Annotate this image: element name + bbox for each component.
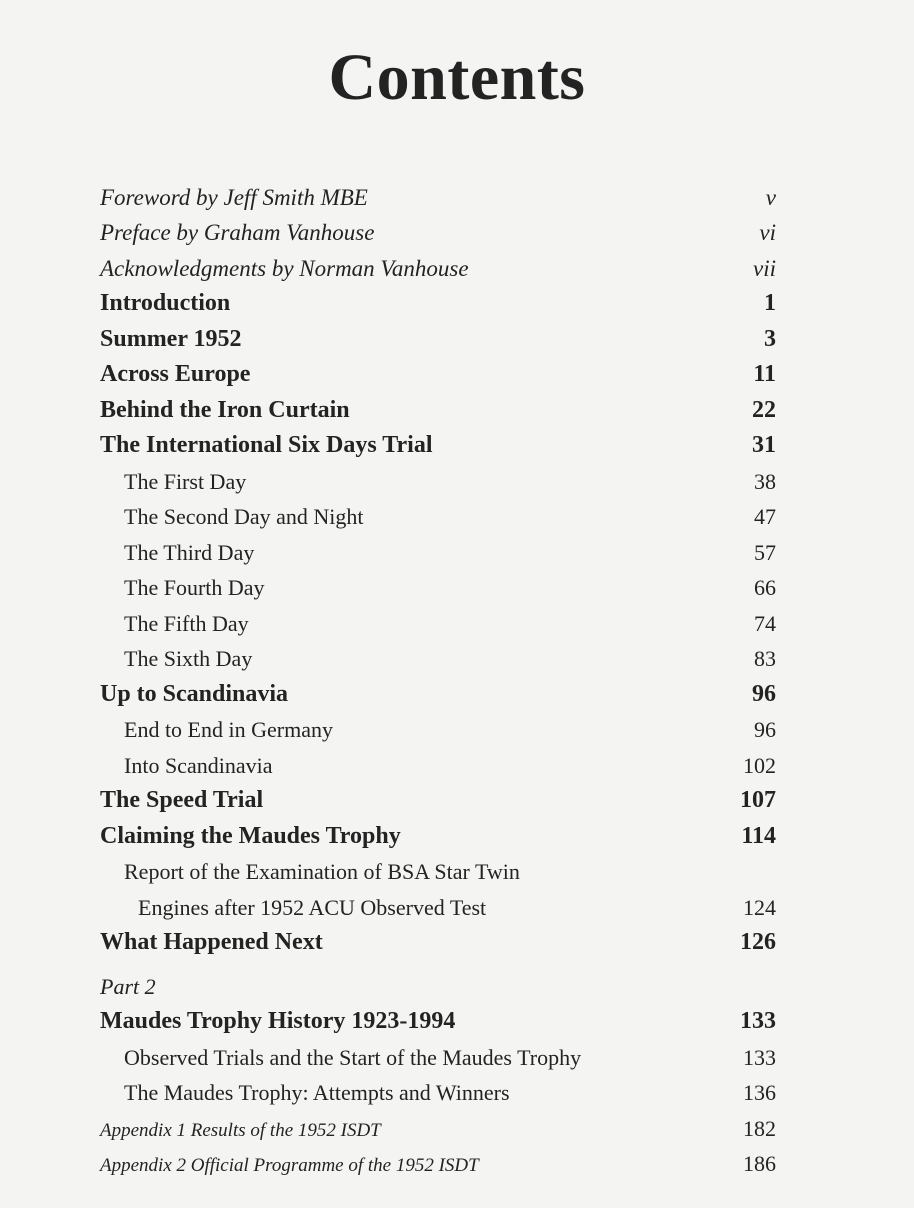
toc-entry-title: The Third Day [124,539,255,565]
section-spacer [100,959,776,967]
toc-part-heading [100,967,776,1003]
toc-entry-page: vii [753,255,776,281]
toc-entry-title: Introduction [100,290,231,316]
toc-entry-title: Report of the Examination of BSA Star Twin [124,859,520,884]
toc-entry-page: 11 [753,361,776,387]
toc-entry-page: 96 [754,717,776,742]
toc-entry-sixth-day [100,640,776,676]
toc-entry-title: Appendix 2 Official Programme of the 1952 ISDT [100,1155,479,1176]
toc-entry-appendix-2 [100,1145,776,1181]
toc-entry-title: Maudes Trophy History 1923-1994 [100,1008,456,1034]
toc-entry-page: 31 [752,432,776,458]
toc-entry-acknowledgments [100,249,776,285]
toc-entry-page: 133 [743,1044,776,1070]
toc-entry-page: 38 [754,468,776,494]
toc-entry-page: 22 [752,396,776,423]
toc-entry-introduction [100,285,776,321]
toc-entry-title: Up to Scandinavia [100,680,289,707]
toc-entry-claiming-trophy [100,817,776,853]
toc-entry-title: The Second Day and Night [124,504,364,529]
toc-entry-page: 96 [752,680,776,707]
toc-entry-title: What Happened Next [100,929,323,955]
toc-entry-title: The First Day [124,468,247,494]
toc-entry-page: 126 [740,929,776,955]
toc-entry-title: The Fifth Day [124,610,249,636]
toc-entry-into-scandinavia [100,746,776,782]
toc-entry-summer-1952 [100,320,776,356]
toc-entry-page: 83 [754,646,776,671]
toc-entry-title: Into Scandinavia [124,752,273,778]
toc-entry-second-day [100,498,776,534]
toc-entry-page: 107 [740,787,776,813]
toc-entry-title: Observed Trials and the Start of the Maudes Trophy [124,1044,582,1070]
toc-entry-page: 3 [764,325,776,352]
toc-entry-page: 57 [754,539,776,565]
toc-entry-title: Foreword by Jeff Smith MBE [100,184,368,210]
toc-entry-title: The Fourth Day [124,575,265,600]
toc-entry-title: Preface by Graham Vanhouse [100,220,375,245]
toc-entry-observed-trials [100,1038,776,1074]
toc-entry-speed-trial [100,782,776,818]
toc-entry-scandinavia [100,675,776,711]
toc-entry-iron-curtain [100,391,776,427]
toc-entry-title: Summer 1952 [100,325,242,352]
table-of-contents [100,178,776,1180]
toc-entry-six-days-trial [100,427,776,463]
toc-entry-what-happened-next [100,924,776,960]
toc-entry-appendix-1 [100,1109,776,1145]
toc-entry-page: 47 [754,504,776,529]
toc-entry-page: vi [759,220,776,245]
toc-entry-title: The Speed Trial [100,787,264,813]
toc-entry-fourth-day [100,569,776,605]
toc-entry-page: 1 [764,290,776,316]
toc-entry-report-line-2 [100,888,776,924]
page-title: Contents [328,41,586,114]
toc-entry-preface [100,214,776,250]
toc-entry-title: The Maudes Trophy: Attempts and Winners [124,1080,510,1105]
toc-entry-page: 74 [754,610,776,636]
toc-entry-attempts-winners [100,1074,776,1110]
toc-entry-end-to-end [100,711,776,747]
toc-entry-page: 182 [743,1115,776,1141]
toc-entry-title: The International Six Days Trial [100,432,433,458]
toc-entry-title: Part 2 [100,973,156,999]
toc-entry-across-europe [100,356,776,392]
toc-entry-page: v [765,184,776,210]
toc-entry-page: 102 [743,752,776,778]
toc-entry-title: Across Europe [100,361,251,387]
toc-entry-foreword [100,178,776,214]
toc-entry-title: Acknowledgments by Norman Vanhouse [100,255,469,281]
toc-entry-title: Appendix 1 Results of the 1952 ISDT [100,1119,381,1141]
toc-entry-page: 186 [743,1151,776,1176]
toc-entry-page: 136 [743,1080,776,1105]
toc-entry-title: Engines after 1952 ACU Observed Test [138,894,487,920]
toc-entry-title: Behind the Iron Curtain [100,396,350,423]
toc-entry-first-day [100,462,776,498]
toc-entry-report-line-1 [100,853,776,889]
toc-entry-page: 124 [743,894,776,920]
toc-entry-page: 66 [754,575,776,600]
toc-entry-title: End to End in Germany [124,717,333,742]
toc-entry-page: 133 [740,1008,776,1034]
toc-entry-fifth-day [100,604,776,640]
toc-entry-page: 114 [741,822,776,849]
toc-entry-title: The Sixth Day [124,646,253,671]
toc-entry-title: Claiming the Maudes Trophy [100,822,401,849]
toc-entry-third-day [100,533,776,569]
toc-entry-trophy-history [100,1003,776,1039]
